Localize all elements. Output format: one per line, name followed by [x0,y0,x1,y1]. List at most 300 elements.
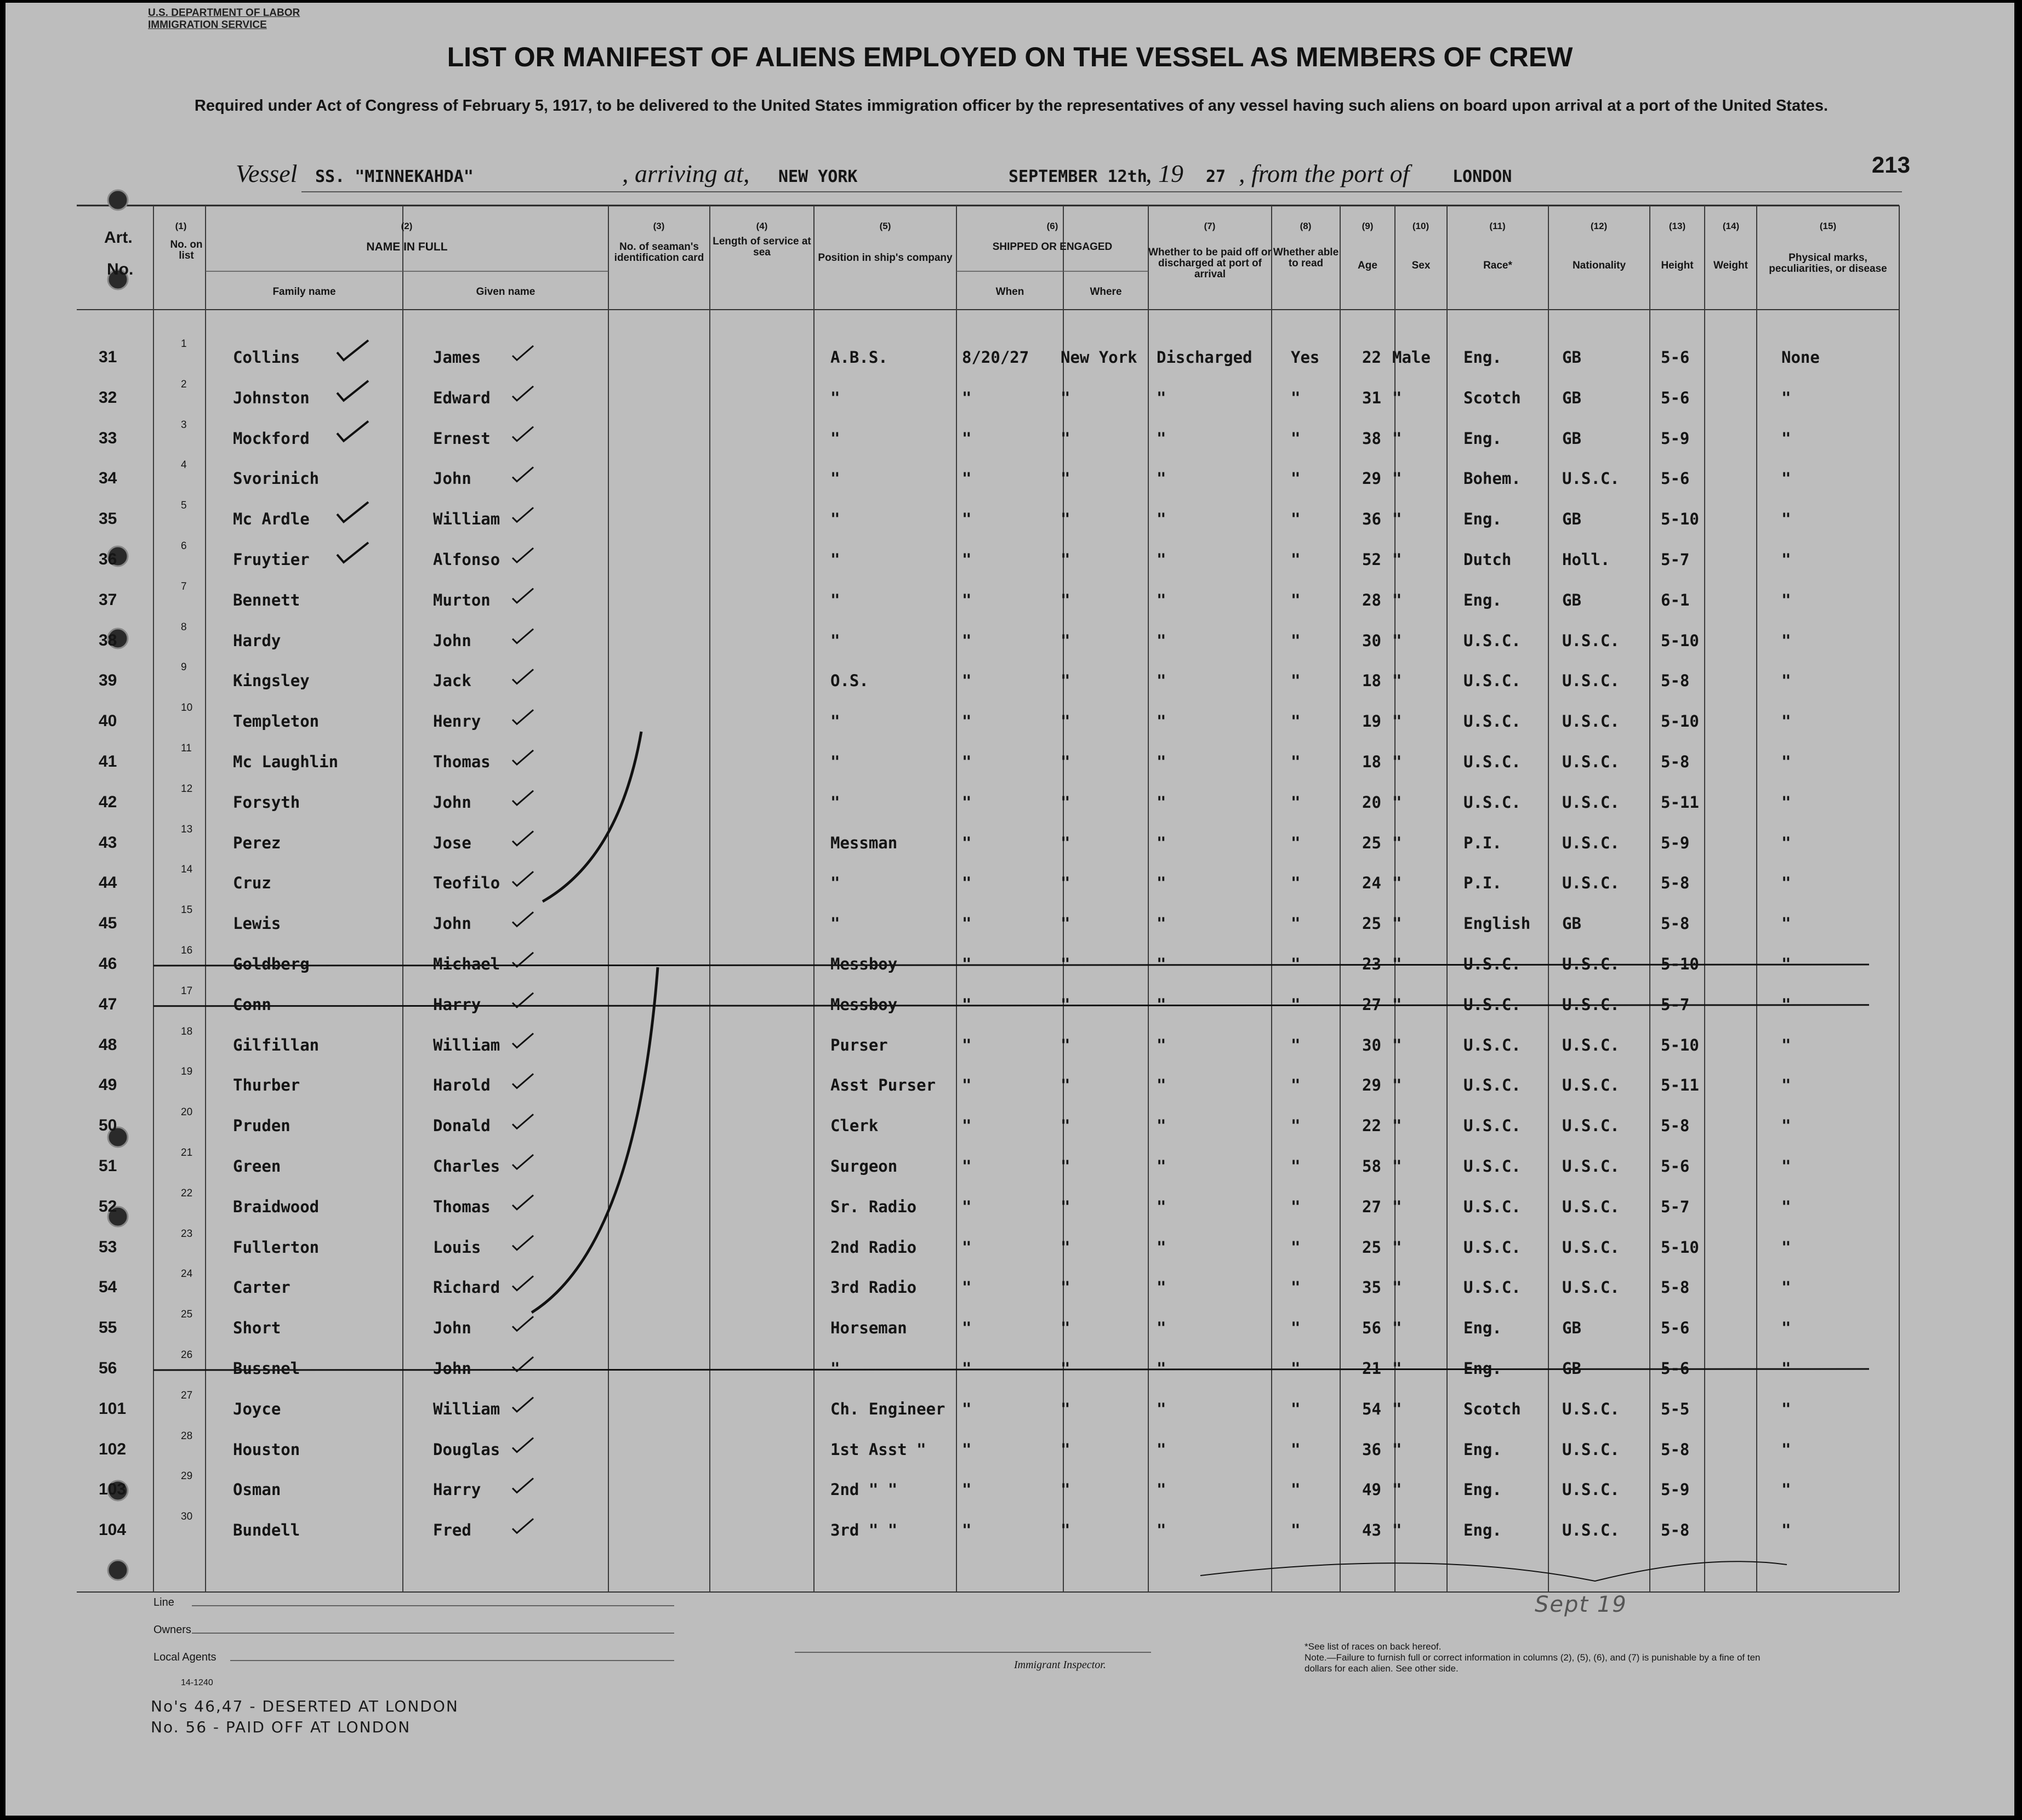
note-penalty: Note.—Failure to furnish full or correct information in columns (2), (5), (6), and (7) is punishable by a fine of ten dollars for each alien. See other side. [1305,1652,1761,1674]
cell-sex: " [1392,1399,1402,1418]
cell-no: 3 [181,419,187,431]
cell-nationality: Holl. [1562,550,1610,569]
cell-where: " [1061,1197,1070,1216]
cell-art: 38 [99,631,117,649]
cell-where: " [1061,1237,1070,1257]
table-row [5,661,2014,712]
cell-position: " [830,914,840,933]
cell-position: 2nd " " [830,1480,898,1499]
cell-when: " [962,955,972,973]
cell-when: 8/20/27 [962,348,1029,367]
cell-read: " [1291,550,1301,569]
cell-nationality: U.S.C. [1562,955,1620,973]
cell-race: Bohem. [1463,469,1521,488]
cell-given: Harry [433,1480,481,1499]
cell-paid: Discharged [1157,348,1252,367]
cell-position: Messboy [830,995,898,1014]
cell-paid: " [1157,590,1166,609]
cell-race: P.I. [1463,874,1502,893]
cell-no: 14 [181,864,193,876]
cell-paid: " [1157,671,1166,691]
cell-given: Douglas [433,1440,500,1459]
cell-where: " [1061,671,1070,691]
cell-sex: " [1392,429,1402,448]
cell-paid: " [1157,1237,1166,1257]
cell-given: John [433,914,471,933]
cell-age: 27 [1362,1197,1381,1216]
cell-given: John [433,631,471,650]
cell-read: " [1291,1399,1301,1418]
cell-read: " [1291,631,1301,650]
cell-age: 31 [1362,388,1381,407]
cell-where: " [1061,955,1070,973]
cell-age: 27 [1362,995,1381,1014]
table-row [5,743,2014,793]
cell-age: 25 [1362,914,1381,933]
cell-read: " [1291,1237,1301,1257]
cell-age: 29 [1362,1076,1381,1095]
cell-sex: " [1392,1359,1402,1378]
cell-where: " [1061,1359,1070,1378]
cell-position: " [830,752,840,771]
cell-height: 5-6 [1661,388,1690,407]
header-art-no: No. [107,260,134,278]
cell-sex: " [1392,550,1402,569]
cell-position: " [830,874,840,893]
cell-nationality: GB [1562,590,1581,609]
cell-family: Thurber [233,1076,300,1095]
header-able-read: Whether able to read [1273,247,1339,269]
cell-nationality: GB [1562,388,1581,407]
header-name-in-full: NAME IN FULL [366,241,448,253]
cell-paid: " [1157,1440,1166,1459]
cell-where: " [1061,874,1070,893]
cell-paid: " [1157,955,1166,973]
cell-position: " [830,1359,840,1378]
cell-sex: " [1392,1035,1402,1054]
punch-hole [108,190,128,210]
punch-hole [108,1560,128,1580]
cell-family: Bennett [233,590,300,609]
cell-sex: " [1392,671,1402,691]
column-number: (1) [175,221,187,231]
cell-read: Yes [1291,348,1320,367]
cell-nationality: U.S.C. [1562,1116,1620,1136]
cell-nationality: U.S.C. [1562,631,1620,650]
cell-nationality: U.S.C. [1562,1440,1620,1459]
cell-read: " [1291,792,1301,812]
cell-nationality: U.S.C. [1562,1278,1620,1297]
cell-race: Eng. [1463,1359,1502,1378]
cell-marks: None [1781,348,1820,367]
cell-position: 3rd " " [830,1521,898,1540]
cell-age: 36 [1362,1440,1381,1459]
cell-race: Eng. [1463,510,1502,529]
cell-nationality: GB [1562,510,1581,529]
cell-height: 6-1 [1661,590,1690,609]
cell-height: 5-8 [1661,874,1690,893]
cell-position: " [830,712,840,731]
cell-where: " [1061,510,1070,529]
cell-art: 44 [99,874,117,892]
cell-given: Louis [433,1237,481,1257]
cell-age: 30 [1362,1035,1381,1054]
cell-paid: " [1157,1319,1166,1338]
cell-age: 22 [1362,1116,1381,1136]
cell-family: Houston [233,1440,300,1459]
table-row [5,1147,2014,1197]
cell-race: U.S.C. [1463,712,1521,731]
cell-no: 20 [181,1106,193,1119]
cell-given: John [433,1359,471,1378]
table-row [5,823,2014,874]
cell-art: 46 [99,955,117,973]
column-number: (5) [879,221,891,231]
cell-marks: " [1781,590,1791,609]
cell-paid: " [1157,1480,1166,1499]
cell-marks: " [1781,1197,1791,1216]
cell-art: 36 [99,550,117,568]
cell-read: " [1291,1521,1301,1540]
cell-when: " [962,1157,972,1176]
cell-read: " [1291,671,1301,691]
table-row [5,783,2014,834]
cell-family: Short [233,1319,281,1338]
cell-marks: " [1781,510,1791,529]
cell-no: 4 [181,459,187,471]
cell-given: John [433,469,471,488]
cell-family: Perez [233,833,281,852]
table-row [5,338,2014,389]
page-number: 213 [1871,152,1910,178]
cell-race: U.S.C. [1463,995,1521,1014]
cell-art: 34 [99,469,117,488]
column-number: (9) [1362,221,1374,231]
cell-no: 28 [181,1430,193,1442]
cell-age: 43 [1362,1521,1381,1540]
cell-read: " [1291,1076,1301,1095]
cell-race: U.S.C. [1463,1197,1521,1216]
form-number: 14-1240 [181,1678,213,1687]
cell-race: Eng. [1463,1440,1502,1459]
cell-family: Goldberg [233,955,310,973]
cell-no: 1 [181,338,187,350]
cell-art: 50 [99,1116,117,1135]
cell-age: 24 [1362,874,1381,893]
cell-where: " [1061,1116,1070,1136]
cell-height: 5-8 [1661,1440,1690,1459]
arrival-date: SEPTEMBER 12th [1009,167,1147,186]
cell-sex: " [1392,1076,1402,1095]
cell-race: Eng. [1463,429,1502,448]
cell-nationality: GB [1562,429,1581,448]
cell-where: " [1061,429,1070,448]
cell-family: Mc Ardle [233,510,310,529]
cell-art: 49 [99,1076,117,1094]
cell-no: 2 [181,378,187,390]
cell-when: " [962,752,972,771]
cell-race: Eng. [1463,1521,1502,1540]
column-number: (7) [1204,221,1216,231]
cell-position: Asst Purser [830,1076,936,1095]
cell-paid: " [1157,1399,1166,1418]
cell-sex: " [1392,1440,1402,1459]
cell-where: " [1061,792,1070,812]
cell-given: John [433,1319,471,1338]
cell-height: 5-6 [1661,1319,1690,1338]
cell-where: " [1061,914,1070,933]
signature-stroke [1200,1561,1787,1581]
cell-height: 5-10 [1661,631,1699,650]
header-length-service: Length of service at sea [713,236,811,258]
cell-when: " [962,429,972,448]
cell-paid: " [1157,833,1166,852]
cell-height: 5-8 [1661,1278,1690,1297]
cell-age: 25 [1362,833,1381,852]
cell-given: Thomas [433,1197,491,1216]
cell-nationality: GB [1562,348,1581,367]
cell-marks: " [1781,1399,1791,1418]
cell-age: 21 [1362,1359,1381,1378]
cell-sex: " [1392,752,1402,771]
cell-age: 56 [1362,1319,1381,1338]
cell-given: Donald [433,1116,491,1136]
cell-nationality: U.S.C. [1562,1399,1620,1418]
cell-age: 36 [1362,510,1381,529]
header-physical: Physical marks, peculiarities, or disease [1769,252,1887,275]
cell-race: U.S.C. [1463,752,1521,771]
cell-race: U.S.C. [1463,1035,1521,1054]
cell-marks: " [1781,1359,1791,1378]
header-race: Race* [1483,260,1512,271]
cell-where: " [1061,590,1070,609]
cell-height: 5-8 [1661,1521,1690,1540]
cell-height: 5-5 [1661,1399,1690,1418]
cell-read: " [1291,590,1301,609]
column-number: (13) [1668,221,1686,231]
cell-age: 25 [1362,1237,1381,1257]
cell-marks: " [1781,1440,1791,1459]
table-row [5,419,2014,470]
cell-paid: " [1157,1197,1166,1216]
cell-given: Fred [433,1521,471,1540]
cell-nationality: U.S.C. [1562,792,1620,812]
cell-race: U.S.C. [1463,1157,1521,1176]
cell-when: " [962,914,972,933]
cell-sex: " [1392,1521,1402,1540]
cell-height: 5-9 [1661,1480,1690,1499]
header-paid-off: Whether to be paid off or discharged at port of arrival [1148,247,1272,280]
cell-nationality: U.S.C. [1562,1157,1620,1176]
cell-family: Collins [233,348,300,367]
cell-no: 29 [181,1470,193,1482]
cell-given: Ernest [433,429,491,448]
column-number: (15) [1819,221,1837,231]
cell-height: 5-8 [1661,752,1690,771]
cell-paid: " [1157,1116,1166,1136]
cell-marks: " [1781,1480,1791,1499]
cell-read: " [1291,752,1301,771]
cell-no: 30 [181,1511,193,1523]
cell-age: 18 [1362,752,1381,771]
cell-family: Fullerton [233,1237,320,1257]
cell-height: 5-10 [1661,1237,1699,1257]
cell-when: " [962,1359,972,1378]
from-port-label: , from the port of [1239,159,1410,187]
cell-sex: " [1392,1157,1402,1176]
cell-where: " [1061,752,1070,771]
cell-marks: " [1781,712,1791,731]
cell-no: 21 [181,1147,193,1159]
cell-read: " [1291,1035,1301,1054]
cell-art: 35 [99,510,117,528]
cell-race: U.S.C. [1463,631,1521,650]
cell-given: Charles [433,1157,500,1176]
table-row [5,904,2014,955]
cell-art: 52 [99,1197,117,1216]
cell-where: " [1061,631,1070,650]
cell-position: Horseman [830,1319,907,1338]
table-row [5,540,2014,591]
cell-given: William [433,510,500,529]
cell-marks: " [1781,1076,1791,1095]
cell-paid: " [1157,550,1166,569]
column-number: (10) [1412,221,1429,231]
cell-age: 52 [1362,550,1381,569]
cell-when: " [962,792,972,812]
cell-art: 102 [99,1440,127,1458]
cell-no: 13 [181,823,193,835]
cell-age: 49 [1362,1480,1381,1499]
cell-family: Kingsley [233,671,310,691]
cell-sex: " [1392,1116,1402,1136]
cell-height: 5-7 [1661,995,1690,1014]
column-number: (11) [1489,221,1506,231]
cell-paid: " [1157,1521,1166,1540]
cell-family: Pruden [233,1116,291,1136]
cell-position: Purser [830,1035,888,1054]
cell-when: " [962,388,972,407]
cell-paid: " [1157,429,1166,448]
table-row [5,1268,2014,1319]
cell-sex: " [1392,833,1402,852]
cell-family: Fruytier [233,550,310,569]
cell-family: Templeton [233,712,320,731]
cell-sex: " [1392,1278,1402,1297]
cell-nationality: U.S.C. [1562,1521,1620,1540]
footer-owners-label: Owners [153,1624,191,1636]
cell-position: " [830,510,840,529]
cell-family: Gilfillan [233,1035,320,1054]
column-number: (4) [756,221,768,231]
column-number: (12) [1590,221,1608,231]
cell-sex: " [1392,388,1402,407]
cell-no: 26 [181,1349,193,1361]
cell-height: 5-6 [1661,469,1690,488]
cell-position: Ch. Engineer [830,1399,946,1418]
table-row [5,500,2014,550]
cell-sex: " [1392,590,1402,609]
cell-given: Teofilo [433,874,500,893]
header-when: When [995,286,1024,298]
cell-when: " [962,671,972,691]
header-sex: Sex [1411,260,1431,271]
cell-given: Alfonso [433,550,500,569]
cell-art: 103 [99,1480,127,1499]
cell-paid: " [1157,1035,1166,1054]
cell-paid: " [1157,752,1166,771]
cell-marks: " [1781,469,1791,488]
cell-given: Thomas [433,752,491,771]
cell-age: 23 [1362,955,1381,973]
cell-art: 33 [99,429,117,447]
cell-given: Jose [433,833,471,852]
cell-art: 45 [99,914,117,933]
cell-nationality: U.S.C. [1562,995,1620,1014]
header-no-on-list: No. on list [170,239,203,261]
cell-age: 38 [1362,429,1381,448]
cell-sex: Male [1392,348,1431,367]
cell-read: " [1291,995,1301,1014]
handwritten-note-deserted: No's 46,47 - DESERTED AT LONDON [151,1697,459,1715]
cell-art: 53 [99,1237,117,1256]
vessel-label: Vessel [236,159,298,187]
cell-height: 5-10 [1661,955,1699,973]
header-nationality: Nationality [1572,260,1626,271]
cell-age: 18 [1362,671,1381,691]
cell-no: 8 [181,621,187,633]
agency-line-2: IMMIGRATION SERVICE [148,19,267,31]
departure-port: LONDON [1453,167,1512,186]
cell-race: Eng. [1463,1480,1502,1499]
cell-art: 32 [99,388,117,407]
cell-nationality: U.S.C. [1562,1480,1620,1499]
cell-family: Hardy [233,631,281,650]
column-number: (8) [1300,221,1312,231]
cell-position: " [830,792,840,812]
cell-read: " [1291,469,1301,488]
cell-age: 22 [1362,348,1381,367]
cell-position: Sr. Radio [830,1197,917,1216]
cell-read: " [1291,1157,1301,1176]
cell-when: " [962,1278,972,1297]
cell-age: 58 [1362,1157,1381,1176]
table-row [5,1470,2014,1521]
cell-position: Clerk [830,1116,879,1136]
cell-family: Bussnel [233,1359,300,1378]
cell-paid: " [1157,1359,1166,1378]
cell-read: " [1291,1480,1301,1499]
cell-paid: " [1157,914,1166,933]
cell-family: Bundell [233,1521,300,1540]
cell-marks: " [1781,792,1791,812]
cell-position: " [830,550,840,569]
cell-height: 5-11 [1661,1076,1699,1095]
cell-art: 42 [99,792,117,811]
cell-nationality: U.S.C. [1562,1035,1620,1054]
cell-family: Mc Laughlin [233,752,339,771]
cell-sex: " [1392,1237,1402,1257]
cell-height: 5-8 [1661,671,1690,691]
header-family-name: Family name [272,286,336,298]
cell-age: 28 [1362,590,1381,609]
cell-paid: " [1157,469,1166,488]
cell-marks: " [1781,429,1791,448]
table-row [5,1228,2014,1279]
cell-age: 29 [1362,469,1381,488]
cell-no: 9 [181,661,187,674]
note-races: *See list of races on back hereof. [1305,1641,1442,1652]
